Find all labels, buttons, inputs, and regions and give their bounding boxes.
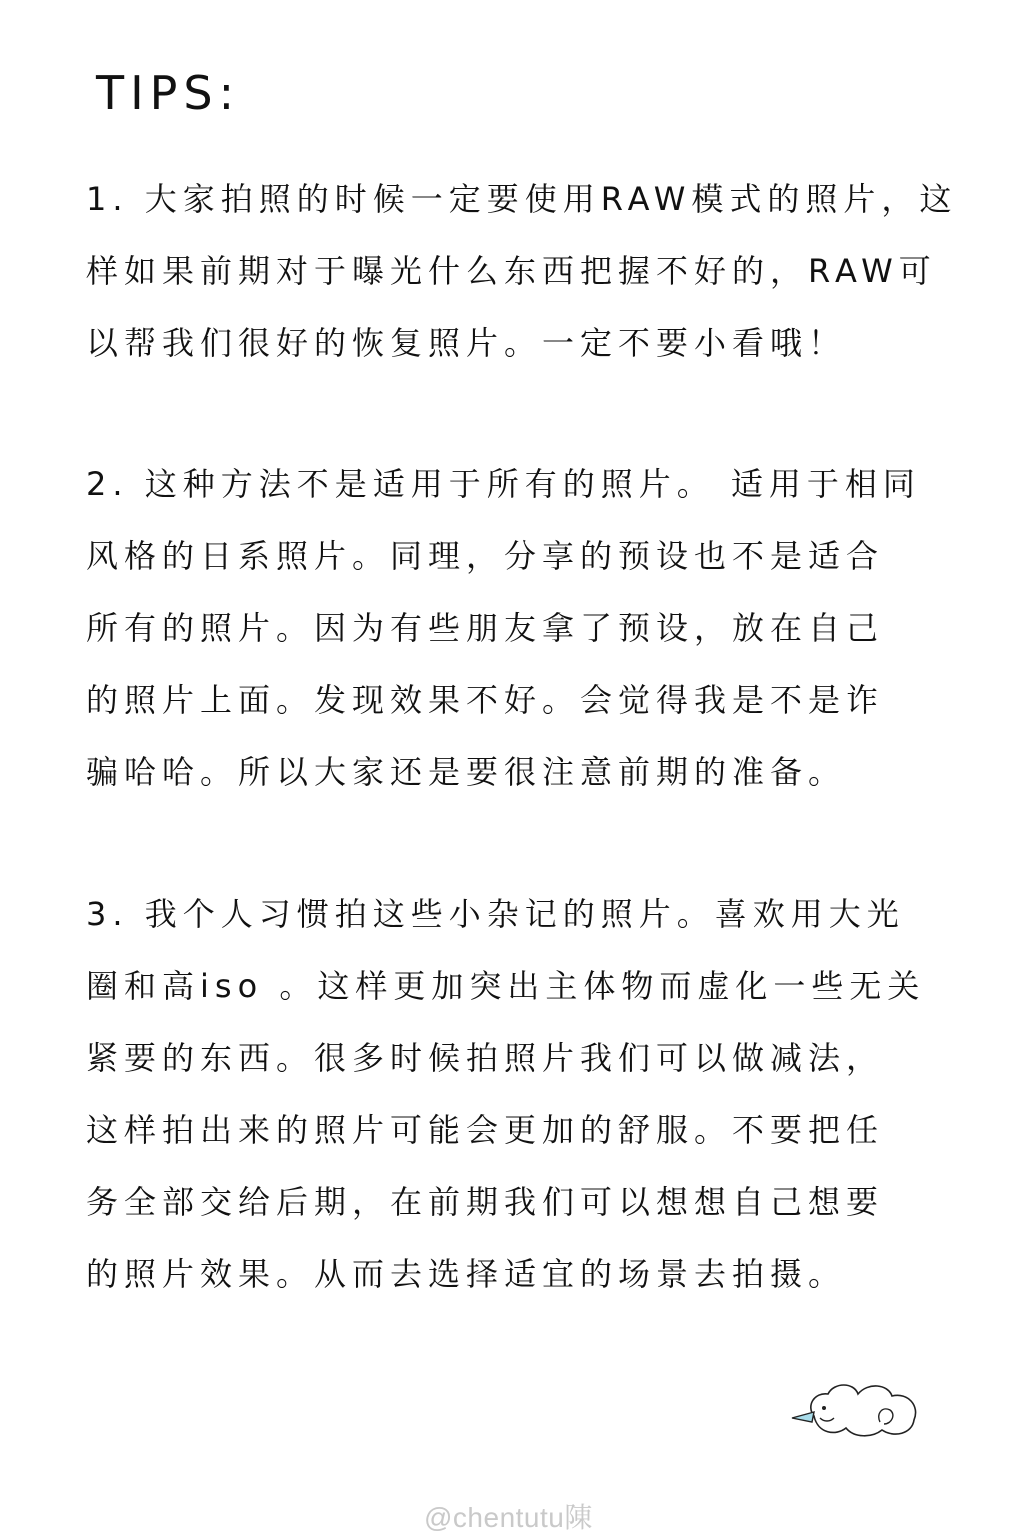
watermark: @chentutu陳 bbox=[424, 1502, 593, 1533]
tip-line: 3. 我个人习惯拍这些小杂记的照片。喜欢用大光 bbox=[86, 895, 905, 933]
tip-line: 的照片上面。发现效果不好。会觉得我是不是诈 bbox=[86, 681, 885, 719]
page-title: TIPS: bbox=[96, 66, 241, 120]
tip-line: 以帮我们很好的恢复照片。一定不要小看哦！ bbox=[86, 324, 847, 362]
tip-line: 圈和高iso 。这样更加突出主体物而虚化一些无关 bbox=[86, 967, 926, 1005]
tip-1 bbox=[86, 163, 966, 379]
tip-line: 这样拍出来的照片可能会更加的舒服。不要把任 bbox=[86, 1111, 885, 1149]
cloud-bird-doodle-icon bbox=[784, 1376, 924, 1442]
tip-line: 务全部交给后期，在前期我们可以想想自己想要 bbox=[86, 1183, 885, 1221]
tip-line: 风格的日系照片。同理，分享的预设也不是适合 bbox=[86, 537, 885, 575]
tip-3 bbox=[86, 878, 966, 1310]
tip-line: 所有的照片。因为有些朋友拿了预设，放在自己 bbox=[86, 609, 885, 647]
tip-line: 2. 这种方法不是适用于所有的照片。 适用于相同 bbox=[86, 465, 921, 503]
tip-line: 紧要的东西。很多时候拍照片我们可以做减法， bbox=[86, 1039, 885, 1077]
beak bbox=[792, 1412, 814, 1422]
tip-2 bbox=[86, 448, 966, 808]
tip-line: 骗哈哈。所以大家还是要很注意前期的准备。 bbox=[86, 753, 847, 791]
tip-line: 的照片效果。从而去选择适宜的场景去拍摄。 bbox=[86, 1255, 847, 1293]
tip-line: 样如果前期对于曝光什么东西把握不好的，RAW可 bbox=[86, 252, 937, 290]
tip-line: 1. 大家拍照的时候一定要使用RAW模式的照片，这 bbox=[86, 180, 958, 218]
